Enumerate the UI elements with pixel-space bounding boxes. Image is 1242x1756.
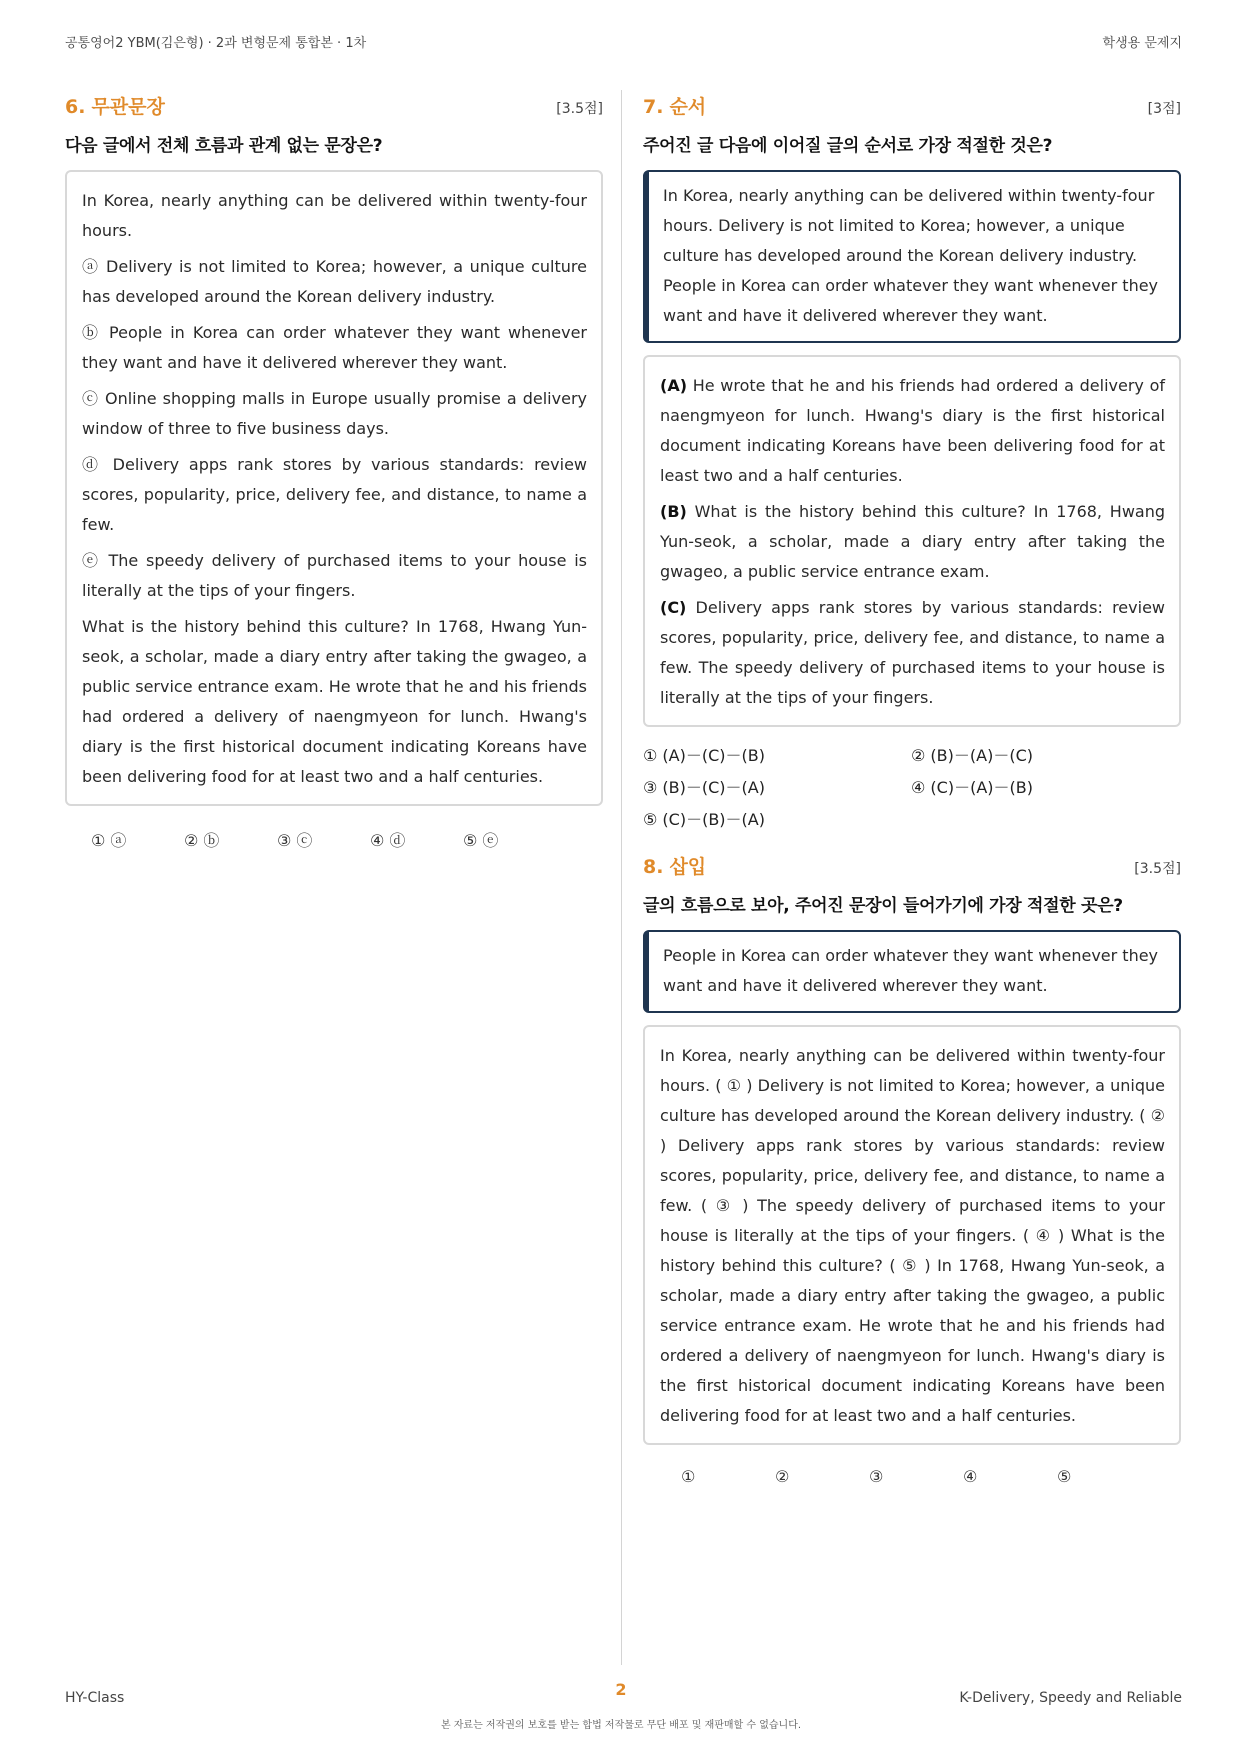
question-number: 6. bbox=[65, 96, 86, 118]
part-text: What is the history behind this culture? In 1768, Hwang Yun-seok, a scholar, made a diary entry after taking the gwageo, a public service entrance exam. bbox=[660, 502, 1165, 581]
question-prompt: 주어진 글 다음에 이어질 글의 순서로 가장 적절한 것은? bbox=[643, 136, 1053, 156]
right-column bbox=[643, 92, 1181, 1486]
question-6-header bbox=[65, 92, 603, 119]
question-8-title bbox=[643, 852, 706, 879]
passage-paragraph: ⓓ Delivery apps rank stores by various standards: review scores, popularity, price, delivery fee, and distance, to name a few. bbox=[82, 455, 587, 534]
answer-choice[interactable]: ④ bbox=[963, 1467, 978, 1486]
part-label: (A) bbox=[660, 376, 688, 395]
passage-paragraph: ⓑ People in Korea can order whatever they want whenever they want and have it delivered wherever they want. bbox=[82, 323, 587, 372]
header-left: 공통영어2 YBM(김은형) · 2과 변형문제 통합본 · 1차 bbox=[65, 36, 367, 51]
answer-choice[interactable]: ③ (B)－(C)－(A) bbox=[643, 778, 765, 797]
answer-choice[interactable]: ① (A)－(C)－(B) bbox=[643, 746, 765, 765]
answer-choice[interactable]: ② (B)－(A)－(C) bbox=[911, 746, 1033, 765]
given-sentence-box: People in Korea can order whatever they want whenever they want and have it delivered wherever they want. bbox=[643, 930, 1181, 1013]
answer-choice[interactable]: ① ⓐ bbox=[91, 831, 127, 850]
question-points: [3점] bbox=[1147, 101, 1181, 117]
question-points: [3.5점] bbox=[1134, 861, 1181, 877]
answer-choice[interactable]: ⑤ bbox=[1057, 1467, 1072, 1486]
page-number: 2 bbox=[615, 1680, 627, 1699]
passage-box bbox=[65, 170, 603, 806]
column-divider bbox=[621, 90, 622, 1665]
answer-choice[interactable]: ④ (C)－(A)－(B) bbox=[911, 778, 1033, 797]
passage-part-a bbox=[660, 371, 1165, 491]
passage-part-c bbox=[660, 593, 1165, 713]
given-text-box: In Korea, nearly anything can be delivered within twenty-four hours. Delivery is not limited to Korea; however, a unique culture has developed around the Korean delivery industry. People in Korea can order whatever they want whenever they want and have it delivered wherever they want. bbox=[643, 170, 1181, 343]
passage-paragraph: ⓒ Online shopping malls in Europe usually promise a delivery window of three to five business days. bbox=[82, 389, 587, 438]
answer-choice[interactable]: ② ⓑ bbox=[184, 831, 220, 850]
answer-choice[interactable]: ③ bbox=[869, 1467, 884, 1486]
answer-choices bbox=[643, 1467, 1181, 1486]
header-right: 학생용 문제지 bbox=[1102, 36, 1182, 51]
question-prompt: 다음 글에서 전체 흐름과 관계 없는 문장은? bbox=[65, 136, 383, 156]
passage-paragraph: What is the history behind this culture? In 1768, Hwang Yun-seok, a scholar, made a diary entry after taking the gwageo, a public service entrance exam. He wrote that he and his friends had ordered a delivery of naengmyeon for lunch. Hwang's diary is the first historical document indicating Koreans have been delivering food for at least two and a half centuries. bbox=[82, 617, 587, 786]
question-7 bbox=[643, 92, 1181, 830]
answer-choices bbox=[65, 828, 603, 851]
passage-part-b bbox=[660, 497, 1165, 587]
part-label: (B) bbox=[660, 502, 687, 521]
part-text: Delivery apps rank stores by various standards: review scores, popularity, price, delivery fee, and distance, to name a few. The speedy delivery of purchased items to your house is literally at the tips of your fingers. bbox=[660, 598, 1165, 707]
part-label: (C) bbox=[660, 598, 687, 617]
answer-choices bbox=[643, 743, 1181, 830]
question-type: 무관문장 bbox=[91, 96, 165, 118]
question-6 bbox=[65, 92, 603, 851]
question-type: 순서 bbox=[669, 96, 707, 118]
question-7-title bbox=[643, 92, 706, 119]
footer-right: K-Delivery, Speedy and Reliable bbox=[959, 1690, 1182, 1706]
answer-choice[interactable]: ⑤ ⓔ bbox=[463, 831, 499, 850]
question-points: [3.5점] bbox=[556, 101, 603, 117]
question-number: 8. bbox=[643, 856, 664, 878]
copyright-notice: 본 자료는 저작권의 보호를 받는 합법 저작물로 무단 배포 및 재판매할 수 없습니다. bbox=[440, 1720, 802, 1731]
answer-choice[interactable]: ④ ⓓ bbox=[370, 831, 406, 850]
passage-paragraph: In Korea, nearly anything can be delivered within twenty-four hours. bbox=[82, 191, 587, 240]
answer-choice[interactable]: ② bbox=[775, 1467, 790, 1486]
question-7-header bbox=[643, 92, 1181, 119]
answer-choice[interactable]: ③ ⓒ bbox=[277, 831, 313, 850]
footer-left: HY-Class bbox=[65, 1690, 125, 1706]
question-prompt: 글의 흐름으로 보아, 주어진 문장이 들어가기에 가장 적절한 곳은? bbox=[643, 896, 1123, 916]
question-8-header bbox=[643, 852, 1181, 879]
question-type: 삽입 bbox=[669, 856, 707, 878]
passage-box bbox=[643, 355, 1181, 727]
passage-paragraph: ⓐ Delivery is not limited to Korea; however, a unique culture has developed around the Korean delivery industry. bbox=[82, 257, 587, 306]
part-text: He wrote that he and his friends had ordered a delivery of naengmyeon for lunch. Hwang's diary is the first historical document indicating Koreans have been delivering food for at least two and a half centuries. bbox=[660, 376, 1165, 485]
passage-box bbox=[643, 1025, 1181, 1445]
question-8 bbox=[643, 852, 1181, 1486]
question-6-title bbox=[65, 92, 165, 119]
passage-text: In Korea, nearly anything can be delivered within twenty-four hours. ( ① ) Delivery is not limited to Korea; however, a unique culture has developed around the Korean delivery industry. ( ② ) Delivery apps rank stores by various standards: review scores, popularity, price, delivery fee, and distance, to name a few. ( ③ ) The speedy delivery of purchased items to your house is literally at the tips of your fingers. ( ④ ) What is the history behind this culture? ( ⑤ ) In 1768, Hwang Yun-seok, a scholar, made a diary entry after taking the gwageo, a public service entrance exam. He wrote that he and his friends had ordered a delivery of naengmyeon for lunch. Hwang's diary is the first historical document indicating Koreans have been delivering food for at least two and a half centuries. bbox=[660, 1046, 1165, 1425]
question-number: 7. bbox=[643, 96, 664, 118]
answer-choice[interactable]: ① bbox=[681, 1467, 696, 1486]
passage-paragraph: ⓔ The speedy delivery of purchased items to your house is literally at the tips of your fingers. bbox=[82, 551, 587, 600]
answer-choice[interactable]: ⑤ (C)－(B)－(A) bbox=[643, 810, 765, 829]
